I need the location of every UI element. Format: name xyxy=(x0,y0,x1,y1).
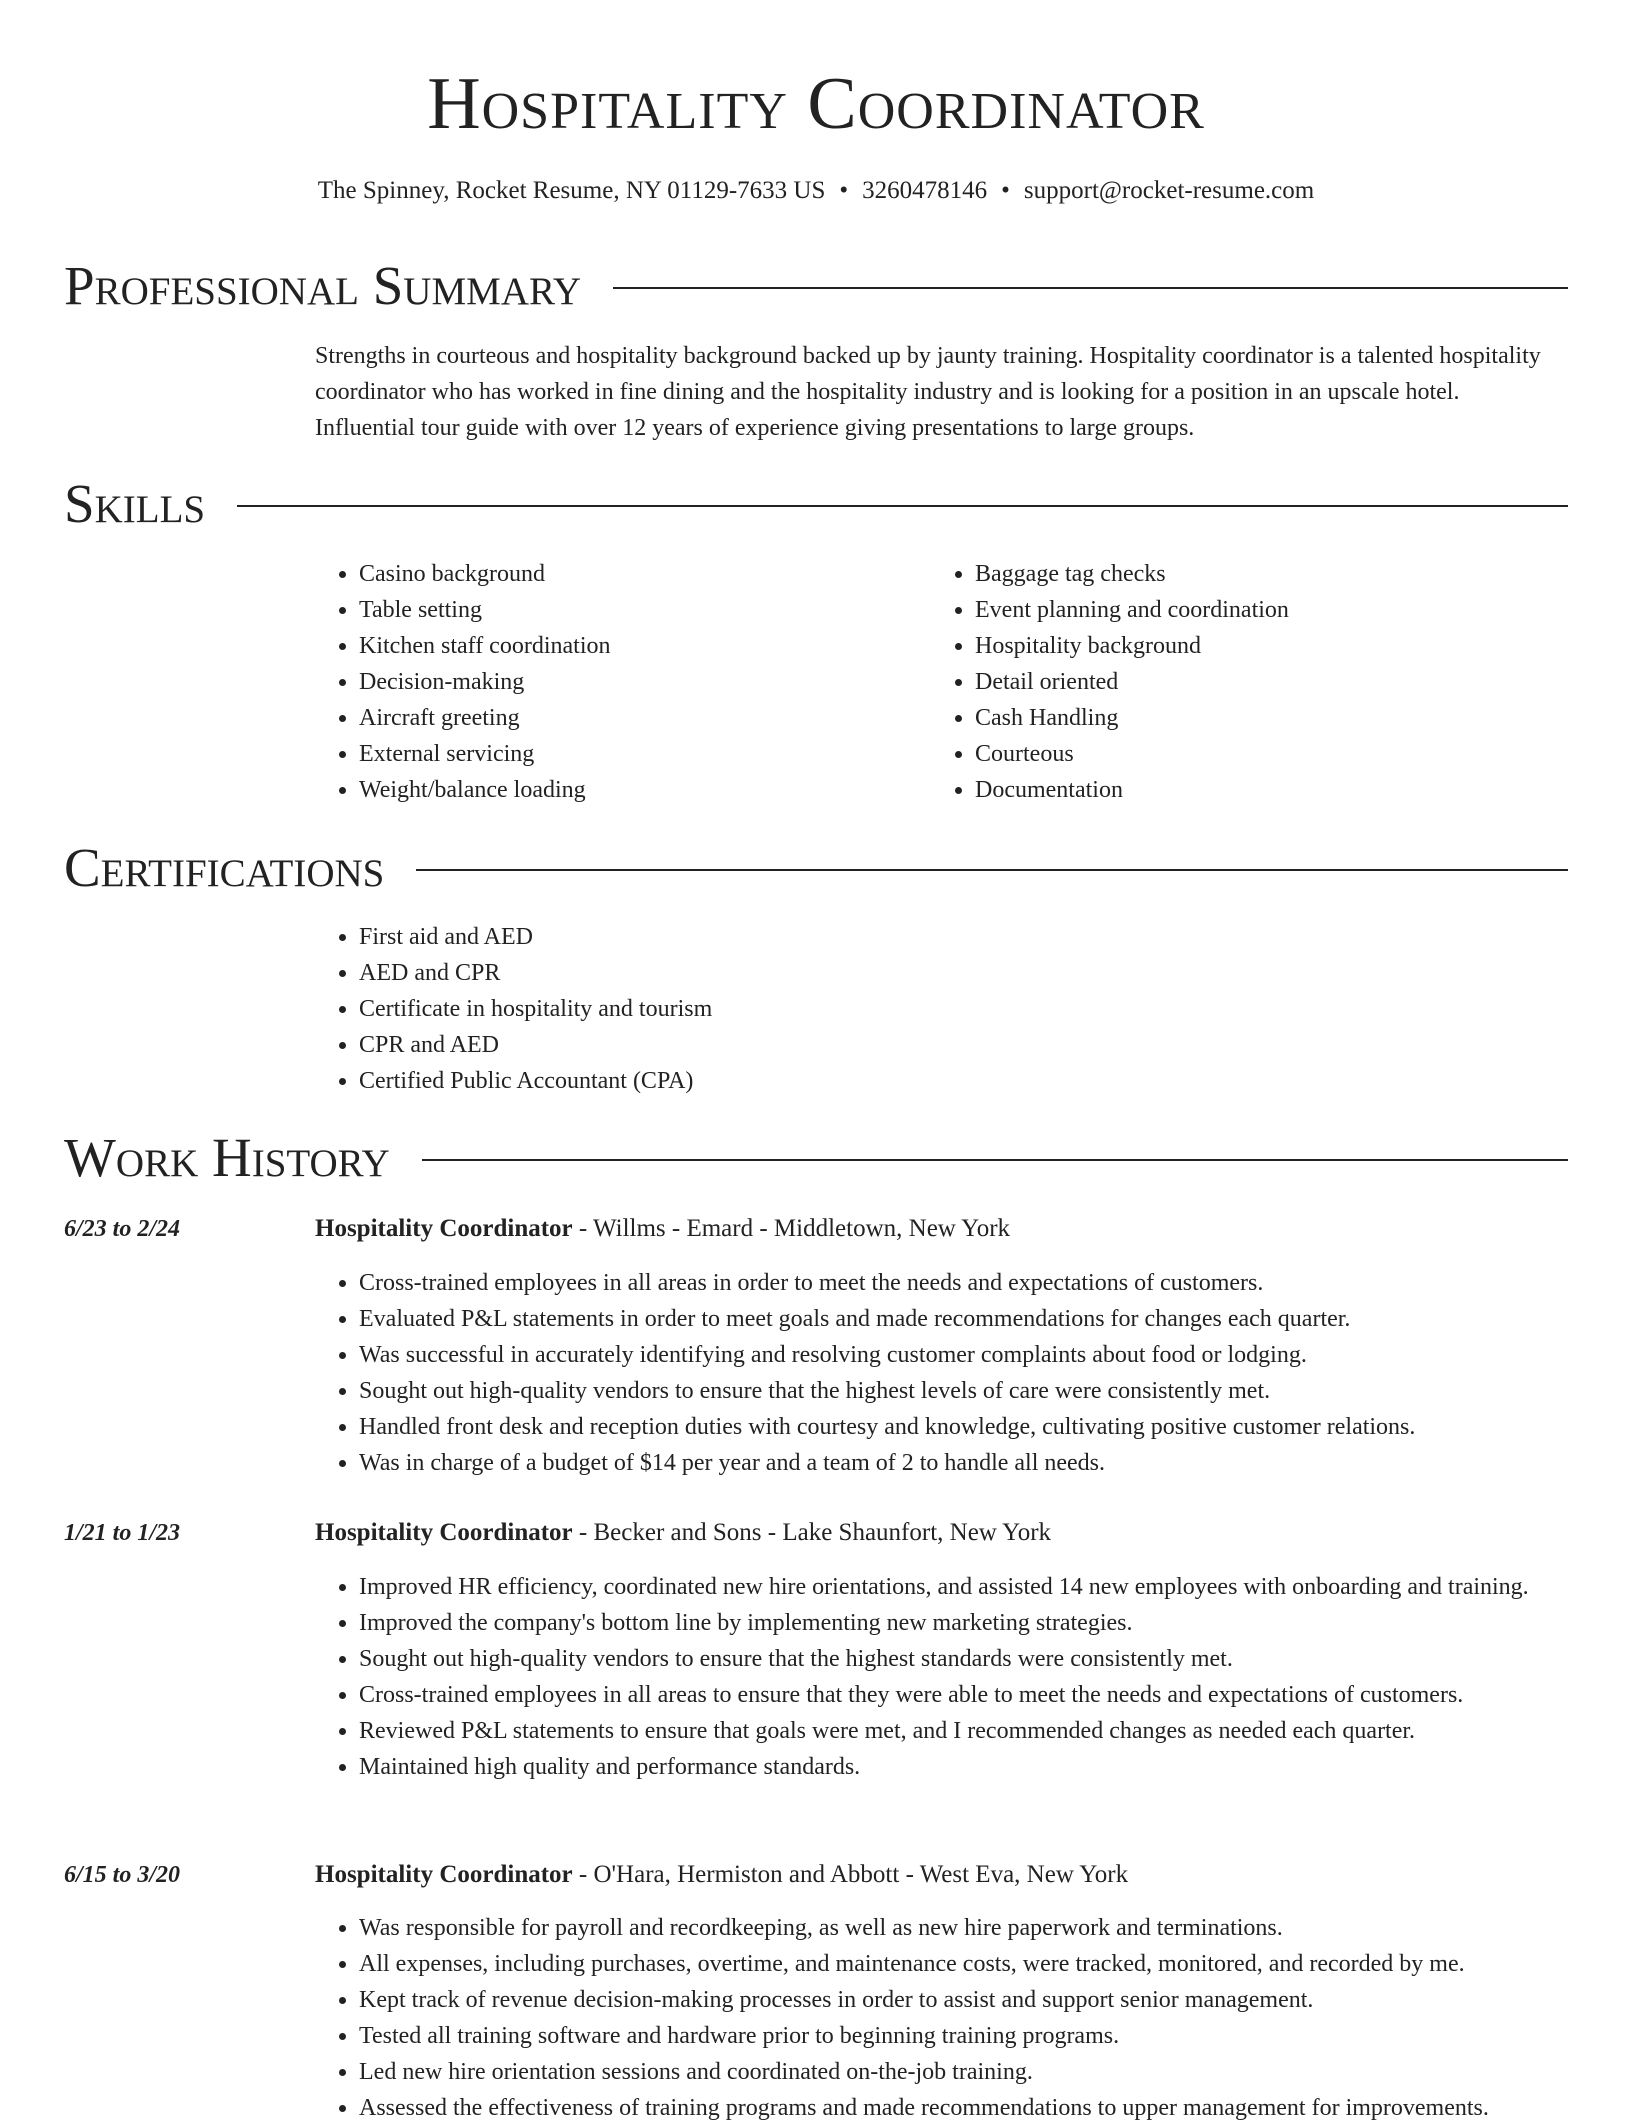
job-bullet: • Improved HR efficiency, coordinated new hire orientations, and assisted 14 new employees with onboarding and training. xyxy=(359,1569,1575,1605)
summary-text: Strengths in courteous and hospitality background backed up by jaunty training. Hospitality coordinator is a talented hospitality coordinator who has worked in fine dining and the hospitality industry and is looking for a position in an upscale hotel. Influential tour guide with over 12 years of experience giving presentations to large groups. xyxy=(315,343,1541,441)
contact-separator: • xyxy=(839,177,849,204)
job-bullet: • Tested all training software and hardware prior to beginning training programs. xyxy=(359,2018,1575,2054)
certification-item: • CPR and AED xyxy=(359,1027,1215,1063)
certification-item: • First aid and AED xyxy=(359,919,1215,955)
contact-phone: 3260478146 xyxy=(862,177,988,204)
job-bullet: • Sought out high-quality vendors to ensure that the highest standards were consistently met. xyxy=(359,1641,1575,1677)
certifications-list xyxy=(315,919,1215,1099)
job-bullet: • Cross-trained employees in all areas in order to meet the needs and expectations of customers. xyxy=(359,1265,1575,1301)
job-bullet: • Cross-trained employees in all areas to ensure that they were able to meet the needs and expectations of customers. xyxy=(359,1677,1575,1713)
section-title: Professional Summary xyxy=(64,255,582,316)
skill-item: • Cash Handling xyxy=(975,700,1561,736)
skill-item: • Event planning and coordination xyxy=(975,592,1561,628)
job-bullets xyxy=(315,1569,1575,1785)
section-divider xyxy=(416,869,1568,871)
section-header-summary xyxy=(64,254,1568,318)
section-header-skills xyxy=(64,472,1568,536)
job-dates: 6/15 to 3/20 xyxy=(64,1862,181,1888)
certification-item: • Certified Public Accountant (CPA) xyxy=(359,1063,1215,1099)
section-divider xyxy=(422,1159,1568,1161)
skill-item: • Weight/balance loading xyxy=(359,772,915,808)
skill-item: • Aircraft greeting xyxy=(359,700,915,736)
job-role: Hospitality Coordinator xyxy=(315,1861,573,1888)
job-bullet: • Kept track of revenue decision-making processes in order to assist and support senior management. xyxy=(359,1982,1575,2018)
job-title-line xyxy=(315,1857,1128,1893)
skills-column-left xyxy=(315,556,915,808)
job-bullet: • Assessed the effectiveness of training programs and made recommendations to upper management for improvements. xyxy=(359,2090,1575,2126)
job-bullet: • Reviewed P&L statements to ensure that goals were met, and I recommended changes as needed each quarter. xyxy=(359,1713,1575,1749)
skill-item: • Courteous xyxy=(975,736,1561,772)
section-title: Certifications xyxy=(64,837,385,898)
job-bullet-list xyxy=(315,1265,1575,1481)
skill-item: • Detail oriented xyxy=(975,664,1561,700)
job-bullet: • Was successful in accurately identifying and resolving customer complaints about food or lodging. xyxy=(359,1337,1575,1373)
certification-item: • Certificate in hospitality and tourism xyxy=(359,991,1215,1027)
skill-item: • Casino background xyxy=(359,556,915,592)
job-bullet: • Was responsible for payroll and recordkeeping, as well as new hire paperwork and terminations. xyxy=(359,1910,1575,1946)
job-bullet: • Was in charge of a budget of $14 per year and a team of 2 to handle all needs. xyxy=(359,1445,1575,1481)
contact-separator: • xyxy=(1001,177,1010,204)
job-dates: 1/21 to 1/23 xyxy=(64,1520,181,1546)
skill-item: • Table setting xyxy=(359,592,915,628)
skill-item: • Baggage tag checks xyxy=(975,556,1561,592)
skill-item: • External servicing xyxy=(359,736,915,772)
skills-list xyxy=(315,556,915,808)
resume-name: Hospitality Coordinator xyxy=(427,63,1205,145)
section-divider xyxy=(237,505,1568,507)
job-bullet: • Handled front desk and reception duties with courtesy and knowledge, cultivating positive customer relations. xyxy=(359,1409,1575,1445)
job-bullet: • Led new hire orientation sessions and coordinated on-the-job training. xyxy=(359,2054,1575,2090)
skills-list xyxy=(931,556,1561,808)
job-role: Hospitality Coordinator xyxy=(315,1519,573,1546)
job-employer: - O'Hara, Hermiston and Abbott - West Eva, New York xyxy=(572,1861,1129,1888)
job-employer: - Becker and Sons - Lake Shaunfort, New York xyxy=(572,1519,1052,1546)
job-bullet: • Improved the company's bottom line by implementing new marketing strategies. xyxy=(359,1605,1575,1641)
skill-item: • Documentation xyxy=(975,772,1561,808)
job-bullets xyxy=(315,1265,1575,1481)
job-bullet-list xyxy=(315,1910,1575,2126)
section-divider xyxy=(613,287,1568,289)
section-header-certifications xyxy=(64,836,1568,900)
section-title: Work History xyxy=(64,1127,390,1188)
job-title-line xyxy=(315,1515,1051,1551)
job-bullet: • All expenses, including purchases, overtime, and maintenance costs, were tracked, monitored, and recorded by me. xyxy=(359,1946,1575,1982)
skill-item: • Decision-making xyxy=(359,664,915,700)
skills-column-right xyxy=(931,556,1561,808)
job-bullet: • Evaluated P&L statements in order to meet goals and made recommendations for changes each quarter. xyxy=(359,1301,1575,1337)
certification-item: • AED and CPR xyxy=(359,955,1215,991)
job-bullet: • Maintained high quality and performance standards. xyxy=(359,1749,1575,1785)
section-header-work-history xyxy=(64,1126,1568,1190)
contact-line xyxy=(0,174,1632,208)
certifications-block xyxy=(315,919,1215,1099)
job-title-line xyxy=(315,1211,1010,1247)
contact-address: The Spinney, Rocket Resume, NY 01129-7633 US xyxy=(317,177,826,204)
skill-item: • Kitchen staff coordination xyxy=(359,628,915,664)
job-bullet-list xyxy=(315,1569,1575,1785)
job-bullet: • Sought out high-quality vendors to ensure that the highest levels of care were consistently met. xyxy=(359,1373,1575,1409)
job-role: Hospitality Coordinator xyxy=(315,1215,573,1242)
section-title: Skills xyxy=(64,473,206,534)
contact-email: support@rocket-resume.com xyxy=(1023,177,1315,204)
job-dates: 6/23 to 2/24 xyxy=(64,1216,181,1242)
skill-item: • Hospitality background xyxy=(975,628,1561,664)
job-bullets xyxy=(315,1910,1575,2126)
job-employer: - Willms - Emard - Middletown, New York xyxy=(572,1215,1011,1242)
